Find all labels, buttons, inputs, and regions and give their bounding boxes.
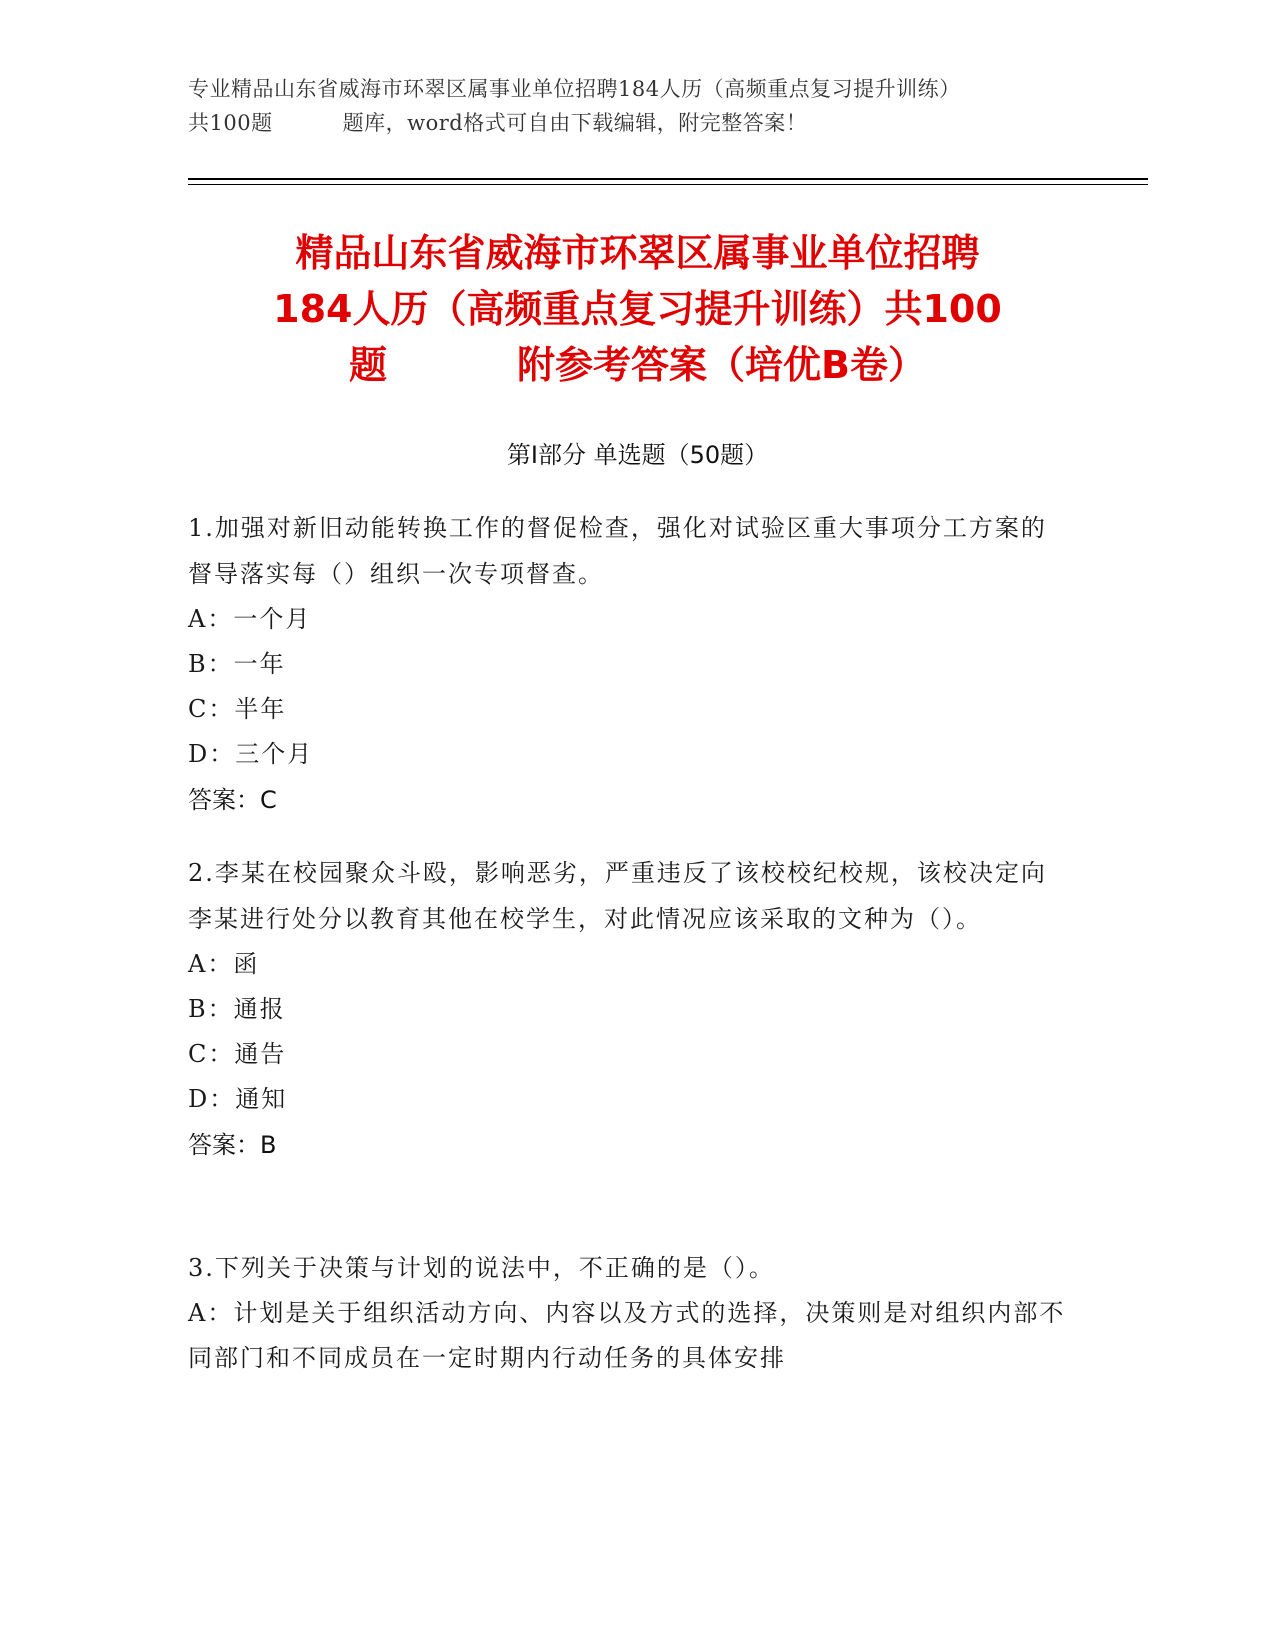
option-a: A：一个月: [188, 605, 312, 633]
option-c: C：通告: [188, 1040, 287, 1068]
question-stem: 1.加强对新旧动能转换工作的督促检查，强化对试验区重大事项分工方案的督导落实每（）组织一次专项督查。: [188, 514, 1047, 588]
option-a: A：函: [188, 950, 260, 978]
question-2: [188, 850, 1068, 1168]
page-header: [188, 72, 1088, 140]
title-line-2: 184人历（高频重点复习提升训练）共100: [273, 287, 1002, 331]
header-rule-thin: [188, 184, 1148, 185]
header-rule-thick: [188, 178, 1148, 180]
header-note: 题库，word格式可自由下载编辑，附完整答案！: [342, 111, 808, 135]
document-title: [140, 225, 1135, 393]
question-stem: 3.下列关于决策与计划的说法中，不正确的是（）。: [188, 1254, 775, 1282]
option-d: D：三个月: [188, 740, 314, 768]
header-line-2: [188, 106, 1088, 140]
question-stem: 2.李某在校园聚众斗殴，影响恶劣，严重违反了该校校纪校规，该校决定向李某进行处分以教育其他在校学生，对此情况应该采取的文种为（）。: [188, 859, 1047, 933]
option-b: B：通报: [188, 995, 286, 1023]
option-a: A：计划是关于组织活动方向、内容以及方式的选择，决策则是对组织内部不同部门和不同成员在一定时期内行动任务的具体安排: [188, 1299, 1066, 1372]
title-line-1: 精品山东省威海市环翠区属事业单位招聘: [295, 231, 980, 275]
header-line-1: 专业精品山东省威海市环翠区属事业单位招聘184人历（高频重点复习提升训练）: [188, 77, 961, 101]
title-line-3a: 题: [349, 343, 388, 387]
header-count: 共100题: [188, 111, 273, 135]
answer: 答案：B: [188, 1131, 277, 1159]
question-3: [188, 1245, 1068, 1381]
option-c: C：半年: [188, 695, 287, 723]
title-line-3b: 附参考答案（培优B卷）: [517, 343, 926, 387]
answer: 答案：C: [188, 786, 277, 814]
title-line-3: [140, 337, 1135, 393]
section-heading: 第Ⅰ部分 单选题（50题）: [506, 441, 769, 469]
option-b: B：一年: [188, 650, 286, 678]
question-1: [188, 505, 1068, 823]
option-d: D：通知: [188, 1085, 288, 1113]
